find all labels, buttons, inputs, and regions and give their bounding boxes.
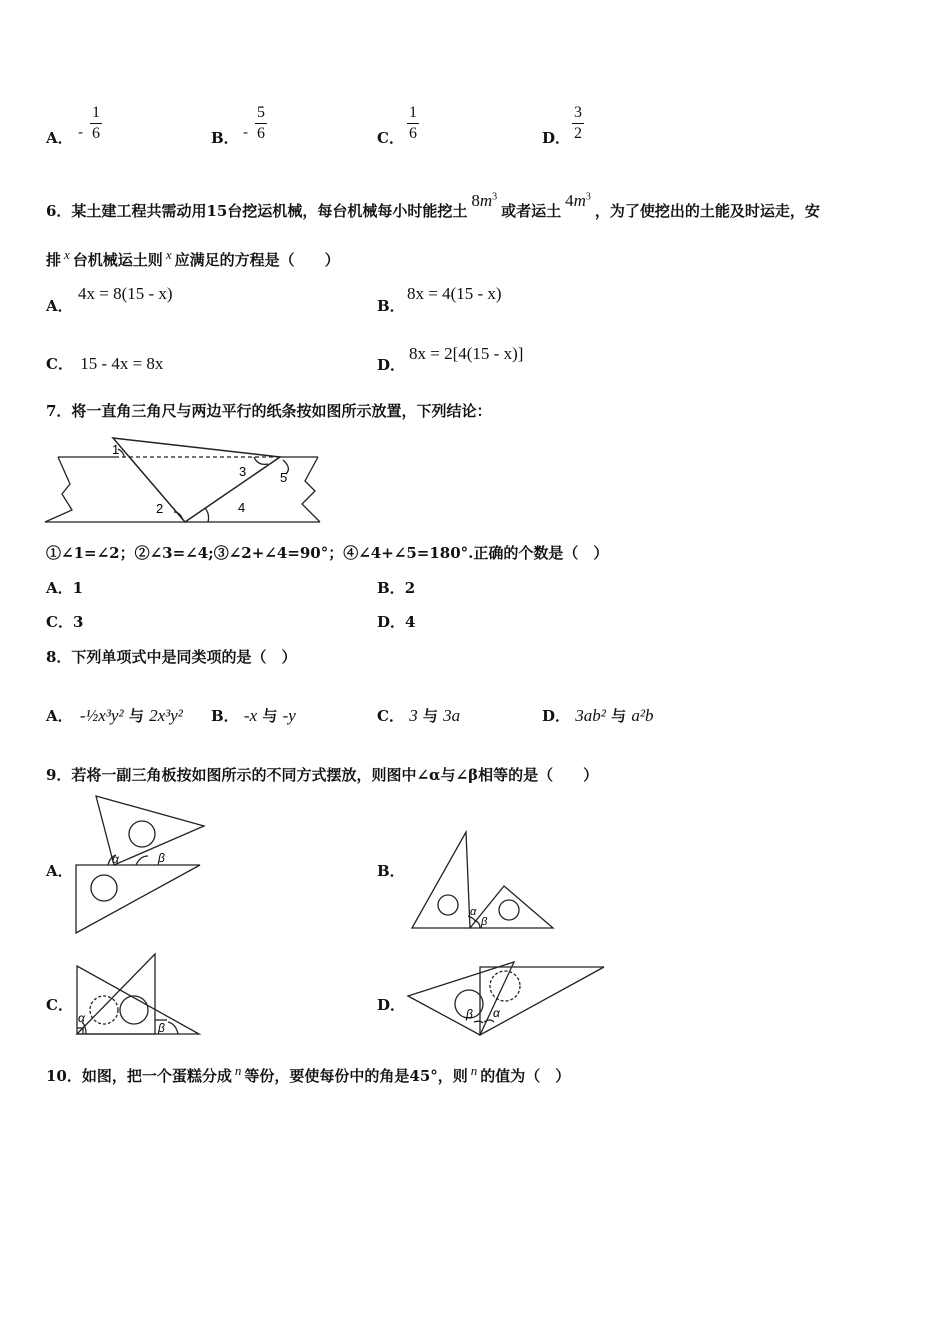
q8-stem: 8．下列单项式中是同类项的是（ ） [46,648,297,666]
unit-4m3: $4m^3$ [565,191,591,210]
q9-option-a-label[interactable]: A． [46,862,73,880]
q9-figure-b[interactable] [408,830,558,934]
alpha-label: α [493,1006,500,1020]
angle-arc-beta [168,1022,178,1034]
angle-label-3: 3 [239,464,247,479]
q9-option-c-label[interactable]: C． [46,996,73,1014]
q5-option-d[interactable] [542,103,582,147]
set-square-hole [120,996,148,1024]
q10-stem: 10．如图，把一个蛋糕分成 n 等份，要使每份中的角是45°，则 n 的值为（ ） [46,1063,571,1085]
left-set-square [412,832,470,928]
q6-option-d[interactable]: D． 8x = 2[4(15 - x)] [377,344,524,374]
alpha-label: α [78,1011,85,1025]
equation: 8x = 2[4(15 - x)] [409,344,524,363]
equation: 4x = 8(15 - x) [78,284,173,303]
variable-n: n [470,1063,478,1078]
minus-sign: - [78,123,84,141]
angle-arc-4 [205,508,209,522]
q7-option-a[interactable]: A．1 [46,579,84,597]
q9-figure-a[interactable] [74,794,209,936]
set-square-hole-hidden [90,996,118,1024]
q8-option-c[interactable]: C． 3 与 3a [377,706,461,725]
fraction: $\frac{5}{6}$ [257,104,265,142]
beta-label: β [466,1007,473,1021]
q7-option-d[interactable]: D．4 [377,613,416,631]
monomial-left: 3ab² [575,706,606,725]
q8-option-a[interactable]: A． -½x³y² 与 2x³y² [46,706,183,725]
q7-option-b[interactable]: B．2 [377,579,416,597]
q7-option-c[interactable]: C．3 [46,613,84,631]
q7-conclusions: ①∠1=∠2；②∠3=∠4;③∠2+∠4=90°；④∠4+∠5=180°.正确的个数是（ ） [46,544,609,562]
monomial-right: -y [282,706,296,725]
option-label: C． [377,129,404,147]
right-set-square [480,967,604,1035]
angle-arc-beta [474,1021,483,1023]
monomial-right: a²b [631,706,654,725]
q9-stem: 9．若将一副三角板按如图所示的不同方式摆放，则图中∠α与∠β相等的是（ ） [46,766,599,784]
q6-option-a[interactable]: A． 4x = 8(15 - x) [46,284,173,315]
q8-option-b[interactable]: B． -x 与 -y [211,706,296,725]
variable-n: n [234,1063,242,1078]
q5-option-a[interactable] [46,103,100,147]
q9-option-d-label[interactable]: D． [377,996,406,1014]
angle-arc-alpha [484,1020,494,1022]
minus-sign: - [243,123,249,141]
upper-set-square [77,954,155,1034]
monomial-left: -x [243,706,258,725]
alpha-label: α [470,906,477,918]
variable-x: x [165,247,172,262]
alpha-label: α [112,852,119,866]
beta-label: β [481,916,488,928]
q7-figure [40,436,330,528]
q8-option-d[interactable]: D． 3ab² 与 a²b [542,706,654,725]
angle-label-4: 4 [238,500,246,515]
fraction: $\frac{1}{6}$ [92,104,100,142]
option-label: A． [46,129,73,147]
monomial-right: 3a [443,706,461,725]
q7-stem: 7．将一直角三角尺与两边平行的纸条按如图所示放置，下列结论： [46,402,492,420]
set-square-hole [91,875,117,901]
option-label: D． [542,129,571,147]
set-square-hole [499,900,519,920]
q9-figure-d[interactable] [404,958,609,1038]
fraction: $\frac{3}{2}$ [574,104,582,142]
set-square-hole-hidden [490,971,520,1001]
unit-8m3: $8m^3$ [471,191,498,210]
angle-label-5: 5 [280,470,288,485]
q6-stem-line-1: 6．某土建工程共需动用15台挖运机械，每台机械每小时能挖土$8m^3$或者运土$4m^3$，为了使挖出的土能及时运走，安 [46,191,820,220]
q5-option-c[interactable] [377,103,417,147]
equation: 15 - 4x = 8x [80,354,164,373]
beta-label: β [158,851,165,865]
monomial-left: -½x³y² [79,706,124,725]
angle-label-1: 1 [112,442,120,457]
q9-option-b-label[interactable]: B． [377,862,405,880]
q6-option-b[interactable]: B． 8x = 4(15 - x) [377,284,502,315]
lower-set-square [76,865,200,933]
angle-arc-beta [136,856,148,865]
monomial-left: 3 [409,706,418,725]
strip-left-torn-edge [45,457,72,522]
monomial-right: 2x³y² [149,706,183,725]
equation: 8x = 4(15 - x) [407,284,502,303]
angle-label-2: 2 [156,501,164,516]
option-label: B． [211,129,239,147]
q9-figure-c[interactable] [74,952,204,1038]
variable-x: x [64,247,70,262]
set-square-hole [129,821,155,847]
q6-stem-line-2: 排 x 台机械运土则 x 应满足的方程是（ ） [46,247,340,269]
q5-option-b[interactable] [211,103,265,147]
strip-right-torn-edge [302,457,320,522]
fraction: $\frac{1}{6}$ [409,104,417,142]
q6-option-c[interactable]: C． 15 - 4x = 8x [46,354,164,373]
set-square [113,438,280,522]
set-square-hole [438,895,458,915]
angle-arc-3 [254,457,268,464]
beta-label: β [158,1021,165,1035]
